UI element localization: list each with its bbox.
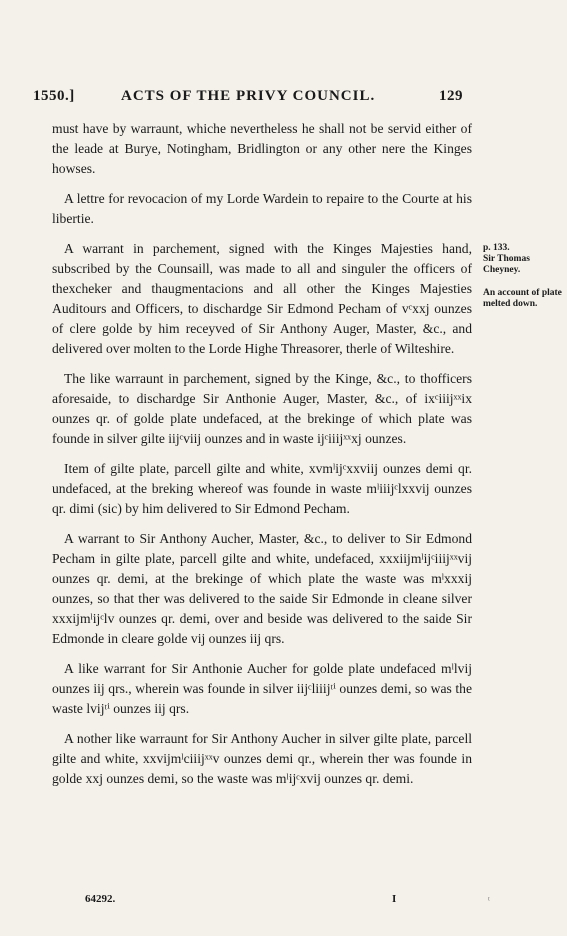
paragraph: A lettre for revocacion of my Lorde Wardein to repaire to the Courte at his libertie. (52, 191, 472, 226)
margin-note-text: An account of plate melted down. (483, 288, 562, 309)
paragraph: must have by warraunt, whiche nevertheless he shall not be servid either of the leade at Burye, Notingham, Bridlington or any other nere the Kinges howses. (52, 121, 472, 176)
paragraph: A warrant in parchement, signed with the Kinges Majesties hand, subscribed by the Counsaill, was made to all and singuler the officers of thexcheker and thaugmentacions and all other the Kinges Majesties Auditours and Officers, to dischardge Sir Edmond Pecham of vᶜxxj ounzes of clere golde by him receyved of Sir Anthony Auger, Master, &c., and delivered over molten to the Lorde Highe Threasorer, therle of Wilteshire. (52, 241, 472, 356)
margin-note-plate (483, 288, 565, 310)
page-number: 129 (439, 88, 463, 104)
paragraph: A nother like warraunt for Sir Anthony Aucher in silver gilte plate, parcell gilte and white, xxvijmˡciiijˣˣv ounzes demi qr., wherein ther was founde in golde xxj ounzes demi, so the waste was mˡijᶜxvij ounzes qr. demi. (52, 731, 472, 786)
margin-note-text: Sir Thomas Cheyney. (483, 254, 530, 275)
running-header (33, 82, 463, 108)
margin-note-ref: p. 133. (483, 243, 510, 253)
paragraph: The like warraunt in parchement, signed by the Kinge, &c., to thofficers aforesaide, to dischardge Sir Anthonie Auger, Master, &c., of ixᶜiiijˣˣix ounzes qr. of golde plate undefaced, at the brekinge of which plate was founde in silver gilte iijᶜviij ounzes and in waste ijᶜiiijˣˣxj ounzes. (52, 371, 472, 446)
document-body (52, 119, 472, 799)
footer-number: 64292. (85, 893, 116, 905)
footer-stamp: ᵗ (488, 895, 490, 906)
paragraph: A warrant to Sir Anthony Aucher, Master, &c., to deliver to Sir Edmond Pecham in gilte plate, parcell gilte and white, undefaced, xxxiijmˡijᶜiiijˣˣvij ounzes qr. demi, at the brekinge of which plate the waste was mˡxxxij ounzes, so that ther was delivered to the saide Sir Edmonde in cleane silver xxxijmˡijᶜlv ounzes qr. demi, over and beside was delivered to the saide Sir Edmonde in cleare golde vij ounzes iij qrs. (52, 531, 472, 646)
paragraph: A like warrant for Sir Anthonie Aucher for golde plate undefaced mˡlvij ounzes iij qrs., wherein was founde in silver iijᶜliiijᵗⁱ ounzes demi, so was the waste lvijᵗⁱ ounzes iij qrs. (52, 661, 472, 716)
signature-mark: I (392, 893, 397, 905)
header-year: 1550.] (33, 88, 75, 104)
paragraph: Item of gilte plate, parcell gilte and white, xvmˡijᶜxxviij ounzes demi qr. undefaced, at the breking whereof was founde in waste mˡiiijᶜlxxvij ounzes qr. dimi (sic) by him delivered to Sir Edmond Pecham. (52, 461, 472, 516)
header-title: ACTS OF THE PRIVY COUNCIL. (121, 88, 376, 104)
margin-note-p133 (483, 243, 565, 276)
